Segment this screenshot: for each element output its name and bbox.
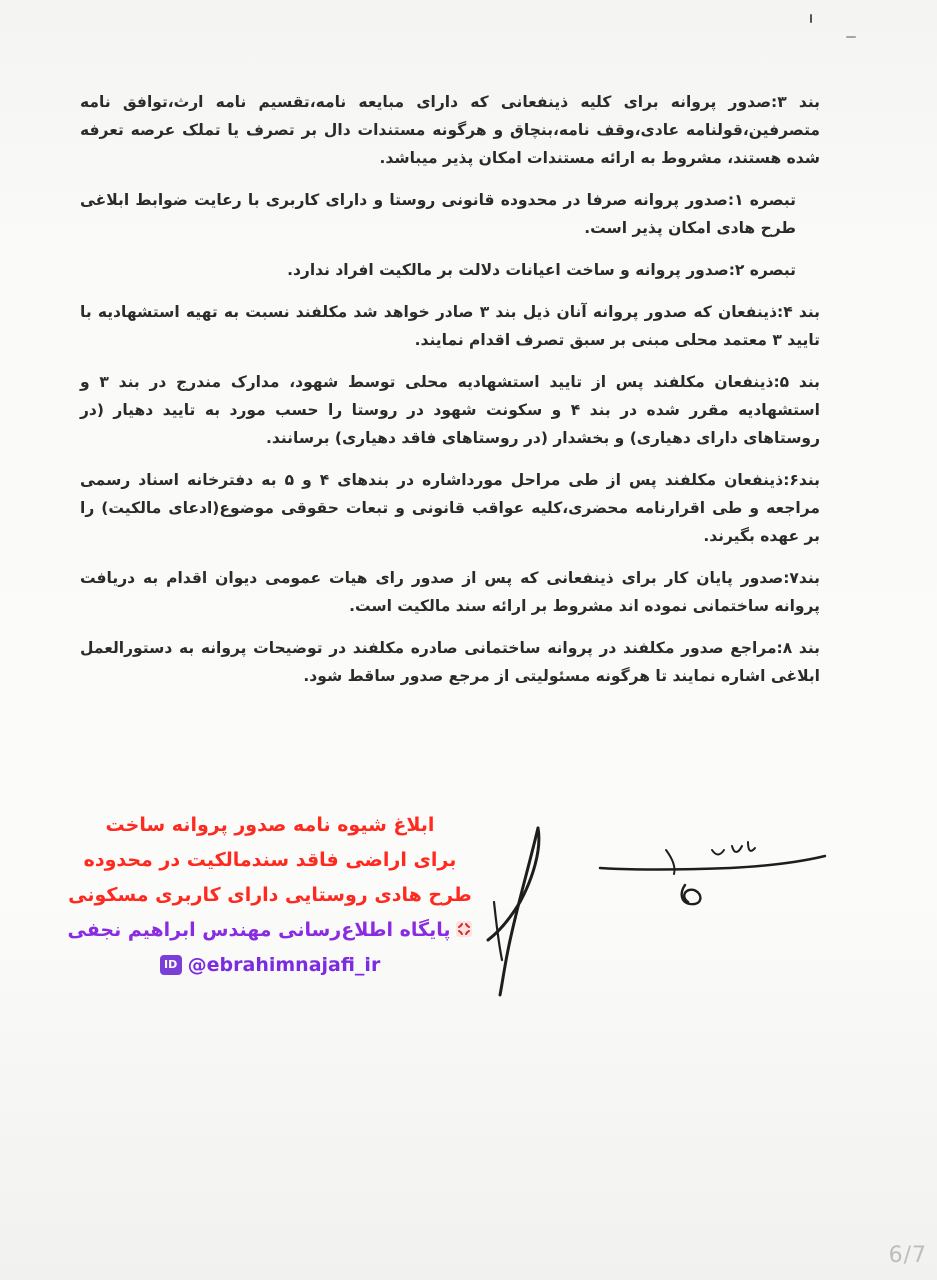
note-1: تبصره ۱:صدور پروانه صرفا در محدوده قانونی روستا و دارای کاربری با رعایت ضوابط ابلاغی طرح هادی امکان پذیر است.: [80, 191, 796, 237]
overlay-line-3: طرح هادی روستایی دارای کاربری مسکونی: [68, 884, 472, 906]
channel-handle: @ebrahimnajafi_ir: [187, 954, 381, 976]
clause-7: بند۷:صدور پایان کار برای ذینفعانی که پس از صدور رای هیات عمومی دیوان اقدام به دریافت پروانه ساختمانی نموده اند مشروط بر ارائه سند مالکیت است.: [80, 569, 820, 615]
overlay-line-4-text: پایگاه اطلاع‌رسانی مهندس ابراهیم نجفی: [67, 919, 451, 941]
clause-8: بند ۸:مراجع صدور مکلفند در پروانه ساختمانی صادره مکلفند در توضیحات پروانه به دستورالعمل ابلاغی اشاره نمایند تا هرگونه مسئولیتی از مرجع صدور ساقط شود.: [80, 639, 820, 685]
overlay-line-1: ابلاغ شیوه نامه صدور پروانه ساخت: [105, 814, 435, 836]
clause-4: بند ۴:ذینفعان که صدور پروانه آنان ذیل بند ۳ صادر خواهد شد مکلفند نسبت به تهیه استشهادیه با تایید ۳ معتمد محلی مبنی بر سبق تصرف اقدام نمایند.: [80, 303, 820, 349]
overlay-line-2: برای اراضی فاقد سندمالکیت در محدوده: [83, 849, 457, 871]
scan-speck: [810, 14, 812, 23]
scan-speck: [846, 36, 856, 38]
overlay-line-4: [60, 913, 480, 948]
clause-6: بند۶:ذینفعان مکلفند پس از طی مراحل مورداشاره در بندهای ۴ و ۵ به دفترخانه اسناد رسمی مراجعه و طی اقرارنامه محضری،کلیه عواقب قانونی و تبعات حقوقی موضوع(ادعای مالکیت) را بر عهده بگیرند.: [80, 471, 820, 545]
channel-handle-row: [60, 948, 480, 983]
clause-3: بند ۳:صدور پروانه برای کلیه ذینفعانی که دارای مبایعه نامه،تقسیم نامه ارث،توافق نامه متصرفین،قولنامه عادی،وقف نامه،بنچاق و هرگونه مستندات دال بر تصرف یا تملک عرصه تعرفه شده هستند، مشروط به ارائه مستندات امکان پذیر میباشد.: [80, 93, 821, 167]
signature-image: [480, 810, 840, 1000]
note-2: تبصره ۲:صدور پروانه و ساخت اعیانات دلالت بر مالکیت افراد ندارد.: [287, 261, 796, 279]
clause-5: بند ۵:ذینفعان مکلفند پس از تایید استشهادیه محلی توسط شهود، مدارک مندرج در بند ۳ و استشهادیه مقرر شده در بند ۴ و سکونت شهود در روستا را حسب مورد به تایید دهیار (در روستاهای دارای دهیاری) و بخشدار (در روستاهای فاقد دهیاری) برسانند.: [80, 373, 820, 447]
id-icon: ID: [160, 955, 182, 975]
promo-overlay: [60, 808, 480, 983]
page-number: 6/7: [888, 1243, 927, 1268]
document-text: [80, 88, 820, 704]
anger-symbol-icon: [456, 914, 472, 930]
